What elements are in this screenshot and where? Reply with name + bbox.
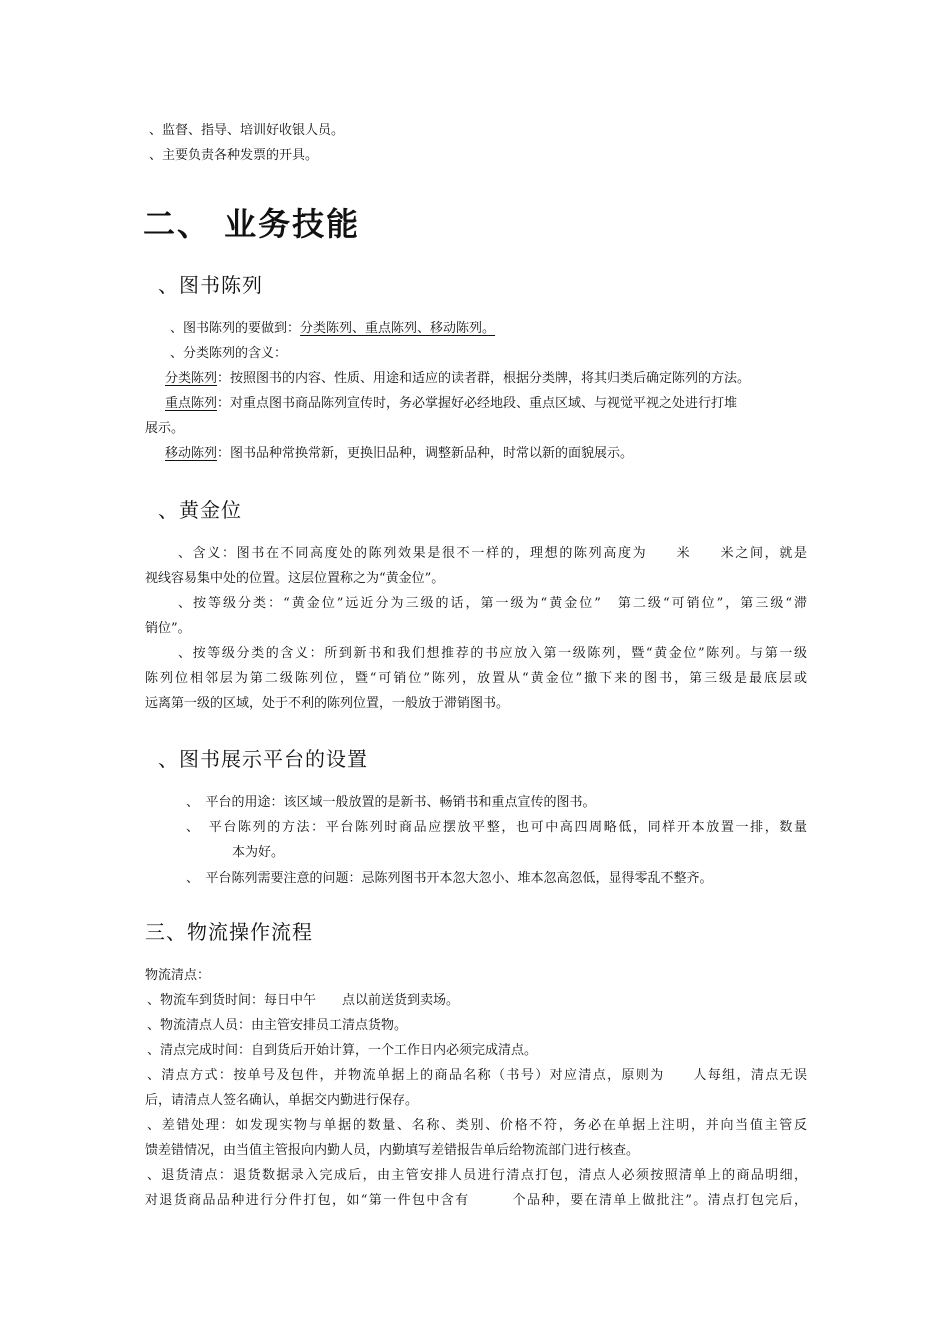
subsection-golden-position-title: 、黄金位 <box>158 498 242 522</box>
classification-display-item <box>165 366 750 391</box>
logistics-arrival-time: 、物流车到货时间：每日中午 点以前送货到卖场。 <box>147 993 460 1008</box>
logistics-check-method-line-2: 后，请清点人签名确认，单据交内勤进行保存。 <box>145 1093 419 1108</box>
classification-display-term: 分类陈列 <box>165 371 218 386</box>
subsection-book-display-title: 、图书陈列 <box>158 273 263 297</box>
golden-grading-meaning-line-3: 远离第一级的区域，处于不利的陈列位置，一般放于滞销图书。 <box>145 696 510 711</box>
intro-line-2: 、主要负责各种发票的开具。 <box>149 148 319 163</box>
key-display-term: 重点陈列 <box>165 396 218 411</box>
platform-bullet-usage: 、 平台的用途：该区域一般放置的是新书、畅销书和重点宣传的图书。 <box>186 795 596 810</box>
platform-bullet-caution: 、 平台陈列需要注意的问题：忌陈列图书开本忽大忽小、堆本忽高忽低，显得零乱不整齐。 <box>186 871 713 886</box>
logistics-check-method-line-1: 、清点方式：按单号及包件，并物流单据上的商品名称（书号）对应清点，原则为 人每组，清点无误 <box>147 1068 807 1083</box>
golden-meaning-line-2: 视线容易集中处的位置。这层位置称之为“黄金位”。 <box>145 571 445 586</box>
display-requirements-value: 分类陈列、重点陈列、移动陈列。 <box>300 321 496 336</box>
classification-display-text: ：按照图书的内容、性质、用途和适应的读者群，根据分类牌，将其归类后确定陈列的方法。 <box>217 371 751 386</box>
display-requirements <box>170 316 495 341</box>
section-3-title: 三、物流操作流程 <box>145 920 313 944</box>
logistics-error-handling-line-1: 、差错处理：如发现实物与单据的数量、名称、类别、价格不符，务必在单据上注明，并向当值主管反 <box>147 1118 807 1133</box>
key-display-item <box>165 391 807 416</box>
mobile-display-item <box>165 441 633 466</box>
key-display-text: ：对重点图书商品陈列宣传时，务必掌握好必经地段、重点区域、与视觉平视之处进行打堆 <box>217 396 738 411</box>
mobile-display-text: ：图书品种常换常新，更换旧品种，调整新品种，时常以新的面貌展示。 <box>217 446 634 461</box>
logistics-check-staff: 、物流清点人员：由主管安排员工清点货物。 <box>147 1018 408 1033</box>
mobile-display-term: 移动陈列 <box>165 446 218 461</box>
intro-line-1: 、监督、指导、培训好收银人员。 <box>149 123 345 138</box>
golden-grading-line-2: 销位”。 <box>145 621 191 636</box>
key-display-continuation: 展示。 <box>145 421 185 436</box>
logistics-check-label: 物流清点： <box>145 968 211 983</box>
subsection-platform-setup-title: 、图书展示平台的设置 <box>158 747 368 771</box>
logistics-error-handling-line-2: 馈差错情况，由当值主管报向内勤人员，内勤填写差错报告单后给物流部门进行核查。 <box>145 1143 640 1158</box>
display-requirements-label: 、图书陈列的要做到： <box>170 321 301 336</box>
golden-grading-line-1: 、按等级分类：“黄金位”远近分为三级的话，第一级为“黄金位” 第二级“可销位”，第三级“滞 <box>178 596 807 611</box>
golden-grading-meaning-line-2: 陈列位相邻层为第二级陈列位，暨“可销位”陈列，放置从“黄金位”撤下来的图书，第三级是最底层或 <box>145 671 807 686</box>
logistics-return-check-line-2: 对退货商品品种进行分件打包，如“第一件包中含有 个品种，要在清单上做批注”。清点打包完后， <box>145 1193 807 1208</box>
golden-grading-meaning-line-1: 、按等级分类的含义：所到新书和我们想推荐的书应放入第一级陈列，暨“黄金位”陈列。与第一级 <box>178 646 807 661</box>
section-2-title: 二、 业务技能 <box>143 205 361 243</box>
platform-bullet-method-line-1: 、 平台陈列的方法：平台陈列时商品应摆放平整，也可中高四周略低，同样开本放置一排，数量 <box>186 820 807 835</box>
classification-meaning-label: 、分类陈列的含义： <box>170 346 288 361</box>
golden-meaning-line-1: 、含义：图书在不同高度处的陈列效果是很不一样的，理想的陈列高度为 米 米之间，就是 <box>178 546 807 561</box>
logistics-completion-time: 、清点完成时间：自到货后开始计算，一个工作日内必须完成清点。 <box>147 1043 538 1058</box>
logistics-return-check-line-1: 、退货清点：退货数据录入完成后，由主管安排人员进行清点打包，清点人必须按照清单上的商品明细， <box>147 1168 807 1183</box>
platform-bullet-method-line-2: 本为好。 <box>232 845 285 860</box>
